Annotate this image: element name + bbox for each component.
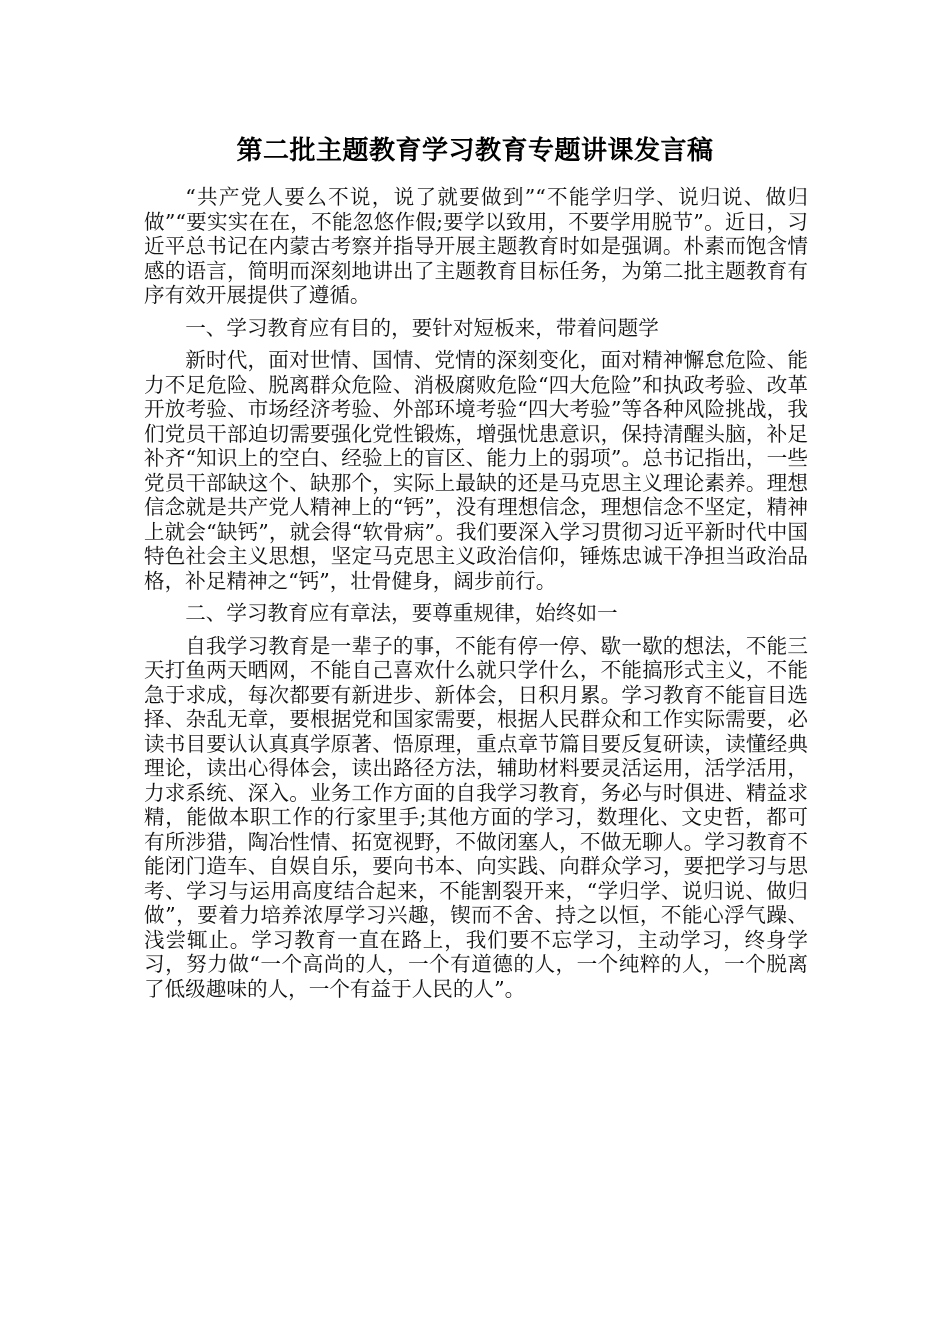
document-title: 第二批主题教育学习教育专题讲课发言稿: [236, 136, 714, 166]
intro-paragraph: “共产党人要么不说，说了就要做到”“不能学归学、说归说、做归做”“要实实在在，不能忽悠作假;要学以致用，不要学用脱节”。近日，习近平总书记在内蒙古考察并指导开展主题教育时如是强调。朴素而饱含情感的语言，简明而深刻地讲出了主题教育目标任务，为第二批主题教育有序有效开展提供了遵循。: [144, 185, 808, 307]
section-2-paragraph: 自我学习教育是一辈子的事，不能有停一停、歇一歇的想法，不能三天打鱼两天晒网，不能自己喜欢什么就只学什么，不能搞形式主义，不能急于求成，每次都要有新进步、新体会，日积月累。学习教育不能盲目选择、杂乱无章，要根据党和国家需要，根据人民群众和工作实际需要，必读书目要认认真真学原著、悟原理，重点章节篇目要反复研读，读懂经典理论，读出心得体会，读出路径方法，辅助材料要灵活运用，活学活用，力求系统、深入。业务工作方面的自我学习教育，务必与时俱进、精益求精，能做本职工作的行家里手;其他方面的学习，数理化、文史哲，都可有所涉猎，陶冶性情、拓宽视野，不做闭塞人，不做无聊人。学习教育不能闭门造车、自娱自乐，要向书本、向实践、向群众学习，要把学习与思考、学习与运用高度结合起来，不能割裂开来，“学归学、说归说、做归做”，要着力培养浓厚学习兴趣，锲而不舍、持之以恒，不能心浮气躁、浅尝辄止。学习教育一直在路上，我们要不忘学习，主动学习，终身学习，努力做“一个高尚的人，一个有道德的人，一个纯粹的人，一个脱离了低级趣味的人，一个有益于人民的人”。: [144, 633, 808, 1001]
document-body: [144, 185, 808, 1001]
section-1-paragraph: 新时代，面对世情、国情、党情的深刻变化，面对精神懈怠危险、能力不足危险、脱离群众危险、消极腐败危险“四大危险”和执政考验、改革开放考验、市场经济考验、外部环境考验“四大考验”等各种风险挑战，我们党员干部迫切需要强化党性锻炼，增强忧患意识，保持清醒头脑，补足补齐“知识上的空白、经验上的盲区、能力上的弱项”。总书记指出，一些党员干部缺这个、缺那个，实际上最缺的还是马克思主义理论素养。理想信念就是共产党人精神上的“钙”，没有理想信念，理想信念不坚定，精神上就会“缺钙”，就会得“软骨病”。我们要深入学习贯彻习近平新时代中国特色社会主义思想，坚定马克思主义政治信仰，锤炼忠诚干净担当政治品格，补足精神之“钙”，壮骨健身，阔步前行。: [144, 348, 808, 593]
section-heading-1: 一、学习教育应有目的，要针对短板来，带着问题学: [185, 315, 659, 340]
section-heading-2: 二、学习教育应有章法，要尊重规律，始终如一: [185, 601, 618, 625]
